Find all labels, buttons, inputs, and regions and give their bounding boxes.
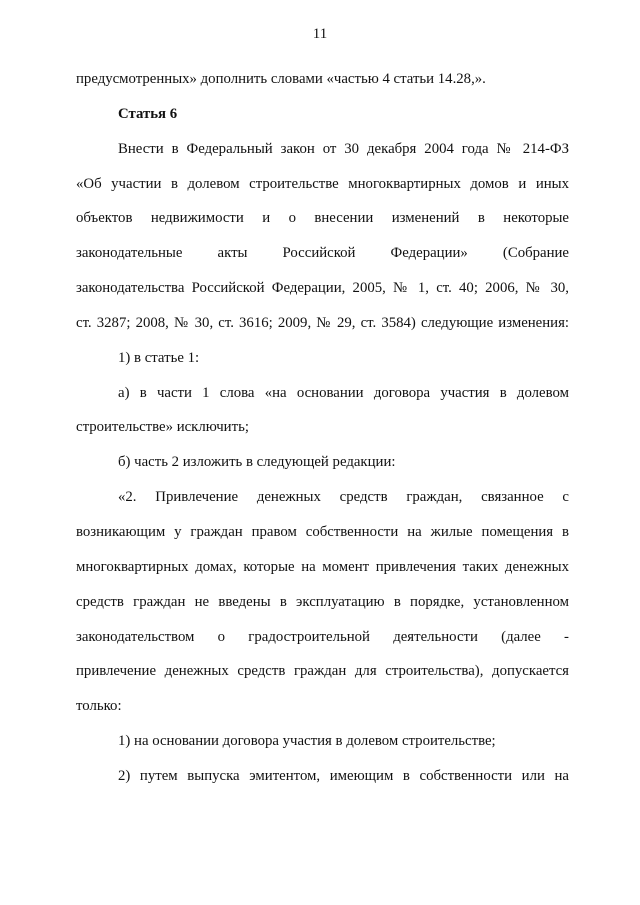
text-line: «Об участии в долевом строительстве многоквартирных домов и иных	[76, 175, 569, 192]
text-line: средств граждан не введены в эксплуатацию в порядке, установленном	[76, 593, 569, 610]
text-line: 2) путем выпуска эмитентом, имеющим в собственности или на	[118, 767, 569, 784]
page-number: 11	[312, 26, 328, 42]
text-line: законодательства Российской Федерации, 2005, № 1, ст. 40; 2006, № 30,	[76, 280, 569, 297]
text-line: б) часть 2 изложить в следующей редакции:	[118, 454, 396, 471]
text-line: «2. Привлечение денежных средств граждан, связанное с	[118, 489, 569, 506]
text-line: ст. 3287; 2008, № 30, ст. 3616; 2009, № 29, ст. 3584) следующие изменения:	[76, 314, 569, 331]
text-line: только:	[76, 698, 122, 715]
document-body	[76, 62, 569, 794]
text-line: возникающим у граждан правом собственности на жилые помещения в	[76, 523, 569, 540]
text-line: 1) на основании договора участия в долевом строительстве;	[118, 733, 496, 750]
text-line: объектов недвижимости и о внесении изменений в некоторые	[76, 210, 569, 227]
text-line: законодательные акты Российской Федерации» (Собрание	[76, 245, 569, 262]
article-heading: Статья 6	[118, 105, 178, 122]
text-line: а) в части 1 слова «на основании договора участия в долевом	[118, 384, 569, 401]
text-line: предусмотренных» дополнить словами «частью 4 статьи 14.28,».	[76, 71, 486, 87]
text-line: привлечение денежных средств граждан для строительства), допускается	[76, 663, 569, 680]
text-line: Внести в Федеральный закон от 30 декабря 2004 года № 214-ФЗ	[118, 140, 569, 157]
text-line: строительстве» исключить;	[76, 419, 249, 436]
text-line: 1) в статье 1:	[118, 349, 200, 366]
text-line: многоквартирных домах, которые на момент привлечения таких денежных	[76, 558, 569, 575]
text-line: законодательством о градостроительной деятельности (далее -	[76, 628, 569, 645]
